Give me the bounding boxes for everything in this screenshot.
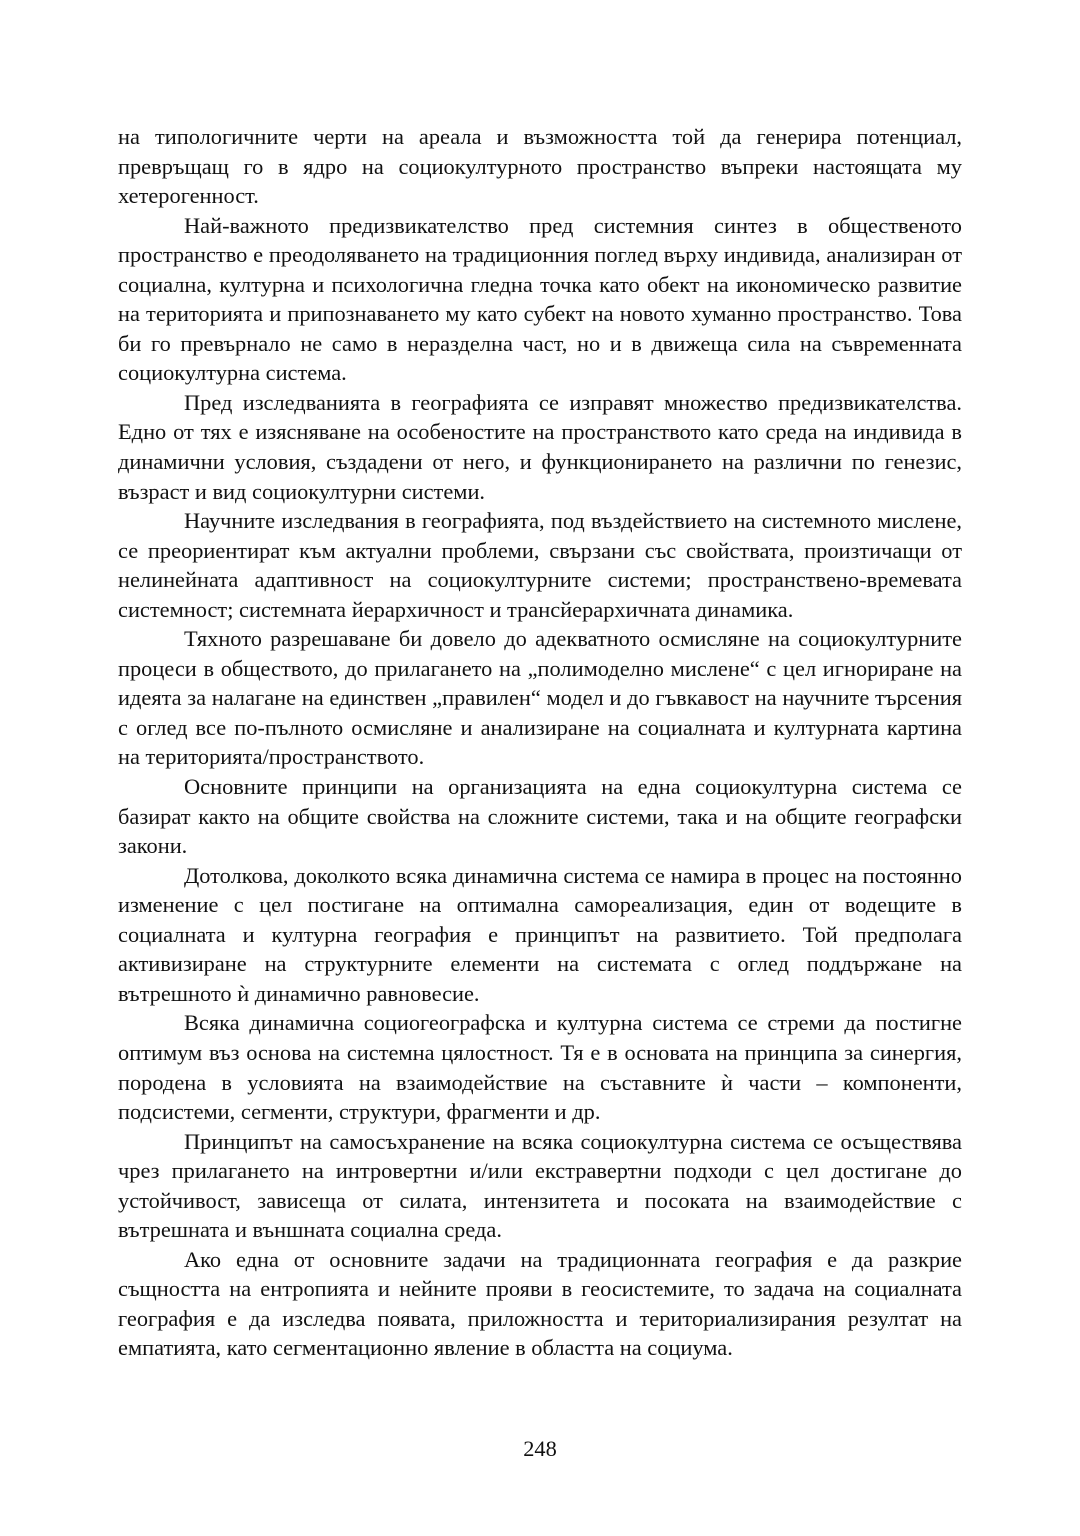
paragraph: Всяка динамична социогеографска и културна система се стреми да постигне оптимум въз основа на системна цялостност. Тя е в основата на принципа за синергия, породена в условията на взаимодействие на съставните ѝ части – компоненти, подсистеми, сегменти, структури, фрагменти и др. xyxy=(118,1010,962,1125)
paragraph: Тяхното разрешаване би довело до адекватното осмисляне на социокултурните процеси в обществото, до прилагането на „полимоделно мислене“ с цел игнориране на идеята за налагане на единствен „правилен“ модел и до гъвкавост на научните търсения с оглед все по-пълното осмисляне и анализиране на социалната и културната картина на територията/пространството. xyxy=(118,626,962,770)
paragraph: Ако една от основните задачи на традиционната география е да разкрие същността на ентропията и нейните прояви в геосистемите, то задача на социалната география е да изследва появата, приложността и териториализирания резултат на емпатията, като сегментационно явление в областта на социума. xyxy=(118,1246,962,1361)
page-number: 248 xyxy=(523,1436,557,1461)
paragraph: Научните изследвания в географията, под въздействието на системното мислене, се преориентират към актуални проблеми, свързани със свойствата, произтичащи от нелинейната адаптивност на социокултурните системи; пространствено-времевата системност; системната йерархичност и трансйерархичната динамика. xyxy=(118,508,962,622)
paragraph-continuation: на типологичните черти на ареала и възможността той да генерира потенциал, превръщащ го в ядро на социокултурното пространство въпреки настоящата му хетерогенност. xyxy=(118,124,962,209)
body-text xyxy=(118,122,962,1363)
paragraph: Най-важното предизвикателство пред системния синтез в общественото пространство е преодоляването на традиционния поглед върху индивида, анализиран от социална, културна и психологична гледна точка като обект на икономическо развитие на територията и припознаването му като субект на новото хуманно пространство. Това би го превърнало не само в неразделна част, но и в движеща сила на съвременната социокултурна система. xyxy=(118,212,962,386)
paragraph: Пред изследванията в географията се изправят множество предизвикателства. Едно от тях е изясняване на особеностите на пространството като среда на индивида в динамични условия, създадени от него, и функционирането на различни по генезис, възраст и вид социокултурни системи. xyxy=(118,389,962,504)
paragraph: Принципът на самосъхранение на всяка социокултурна система се осъществява чрез прилагането на интровертни и/или екстравертни подходи с цел достигане до устойчивост, зависеща от силата, интензитета и посоката на взаимодействие с вътрешната и външната социална среда. xyxy=(118,1128,962,1243)
paragraph: Основните принципи на организацията на една социокултурна система се базират както на общите свойства на сложните системи, така и на общите географски закони. xyxy=(118,774,962,859)
paragraph: Дотолкова, доколкото всяка динамична система се намира в процес на постоянно изменение с цел постигане на оптимална самореализация, един от водещите в социалната и културна география е принципът на развитието. Той предполага активизиране на структурните елементи на системата с оглед поддържане на вътрешното ѝ динамично равновесие. xyxy=(118,862,962,1006)
